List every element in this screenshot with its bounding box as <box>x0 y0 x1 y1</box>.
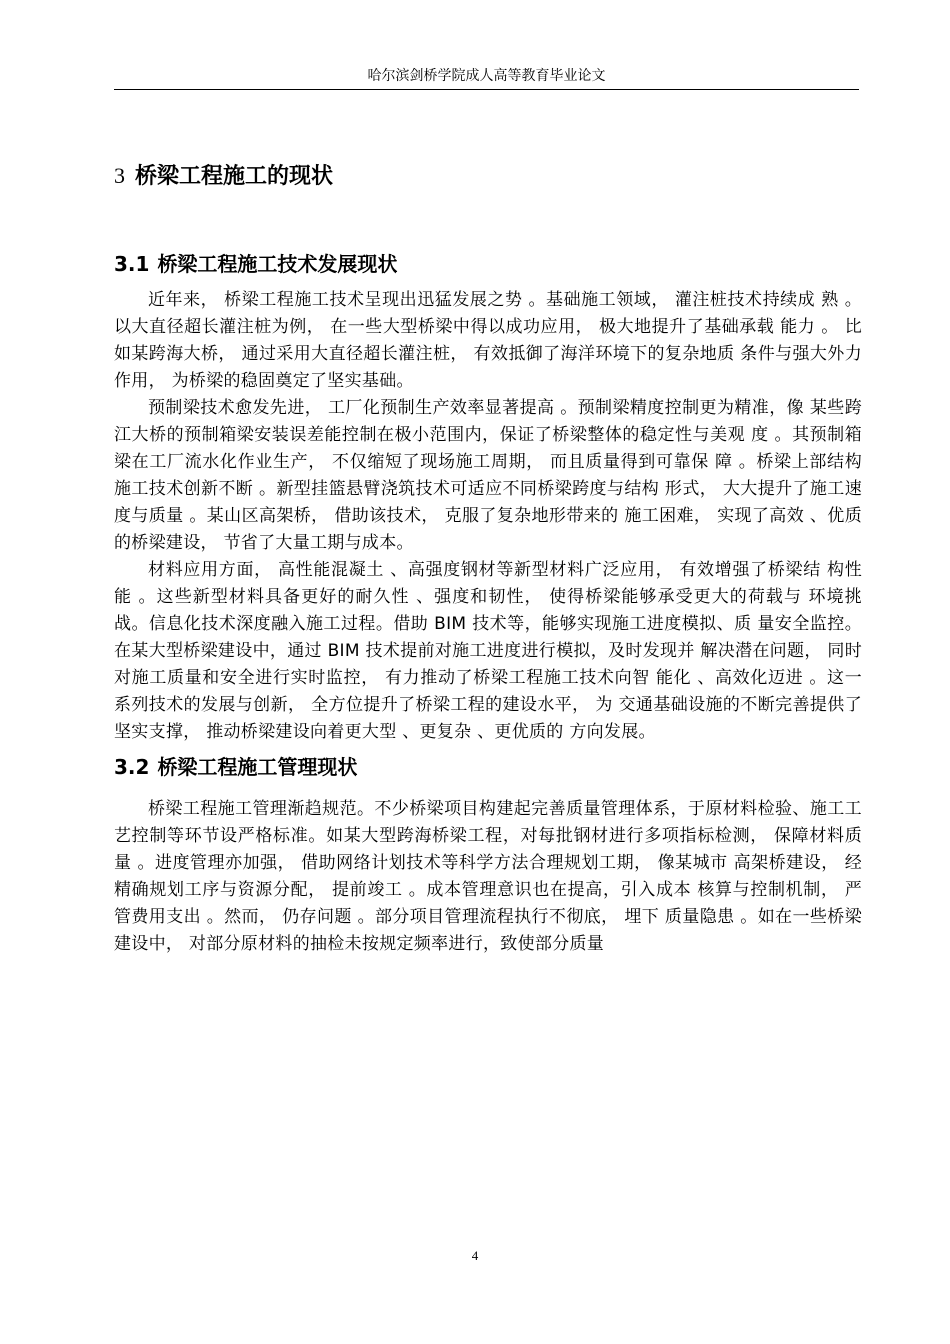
chapter-heading <box>114 160 862 193</box>
page-body <box>114 160 862 958</box>
paragraph: 桥梁工程施工管理渐趋规范。不少桥梁项目构建起完善质量管理体系，于原材料检验、施工工艺控制等环节设严格标准。如某大型跨海桥梁工程，对每批钢材进行多项指标检测， 保障材料质量 。进度管理亦加强， 借助网络计划技术等科学方法合理规划工期， 像某城市 高架桥建设， 经精确规划工序与资源分配， 提前竣工 。成本管理意识也在提高，引入成本 核算与控制机制， 严管费用支出 。然而， 仍存问题 。部分项目管理流程执行不彻底， 埋下 质量隐患 。如在一些桥梁建设中， 对部分原材料的抽检未按规定频率进行，致使部分质量 <box>114 799 862 954</box>
header-divider <box>114 89 859 90</box>
paragraph: 预制梁技术愈发先进， 工厂化预制生产效率显著提高 。预制梁精度控制更为精准，像 某些跨江大桥的预制箱梁安装误差能控制在极小范围内，保证了桥梁整体的稳定性与美观 度 。其预制箱梁在工厂流水化作业生产， 不仅缩短了现场施工周期， 而且质量得到可靠保 障 。桥梁上部结构施工技术创新不断 。新型挂篮悬臂浇筑技术可适应不同桥梁跨度与结构 形式， 大大提升了施工速度与质量 。某山区高架桥， 借助该技术， 克服了复杂地形带来的 施工困难， 实现了高效 、优质的桥梁建设， 节省了大量工期与成本。 <box>114 398 862 553</box>
paragraph: 材料应用方面， 高性能混凝土 、高强度钢材等新型材料广泛应用， 有效增强了桥梁结 构性能 。这些新型材料具备更好的耐久性 、强度和韧性， 使得桥梁能够承受更大的荷载与 环境挑战。信息化技术深度融入施工过程。借助 BIM 技术等，能够实现施工进度模拟、质 量安全监控。在某大型桥梁建设中，通过 BIM 技术提前对施工进度进行模拟，及时发现并 解决潜在问题， 同时对施工质量和安全进行实时监控， 有力推动了桥梁工程施工技术向智 能化 、高效化迈进 。这一系列技术的发展与创新， 全方位提升了桥梁工程的建设水平， 为 交通基础设施的不断完善提供了坚实支撑， 推动桥梁建设向着更大型 、更复杂 、更优质的 方向发展。 <box>114 560 862 742</box>
chapter-number: 3 <box>114 163 125 188</box>
section-number: 3.1 <box>114 252 150 276</box>
section-title: 桥梁工程施工管理现状 <box>157 755 358 779</box>
section-heading-3-2 <box>114 752 862 782</box>
paragraph: 近年来， 桥梁工程施工技术呈现出迅猛发展之势 。基础施工领域， 灌注桩技术持续成 熟 。 以大直径超长灌注桩为例， 在一些大型桥梁中得以成功应用， 极大地提升了基础承载 能力 。 比如某跨海大桥， 通过采用大直径超长灌注桩， 有效抵御了海洋环境下的复杂地质 条件与强大外力作用， 为桥梁的稳固奠定了坚实基础。 <box>114 290 862 391</box>
section-heading-3-1 <box>114 249 862 279</box>
chapter-title: 桥梁工程施工的现状 <box>135 164 334 189</box>
section-number: 3.2 <box>114 755 150 779</box>
section-title: 桥梁工程施工技术发展现状 <box>157 252 398 276</box>
page-number: 4 <box>471 1248 479 1263</box>
running-header: 哈尔滨剑桥学院成人高等教育毕业论文 <box>367 68 606 84</box>
